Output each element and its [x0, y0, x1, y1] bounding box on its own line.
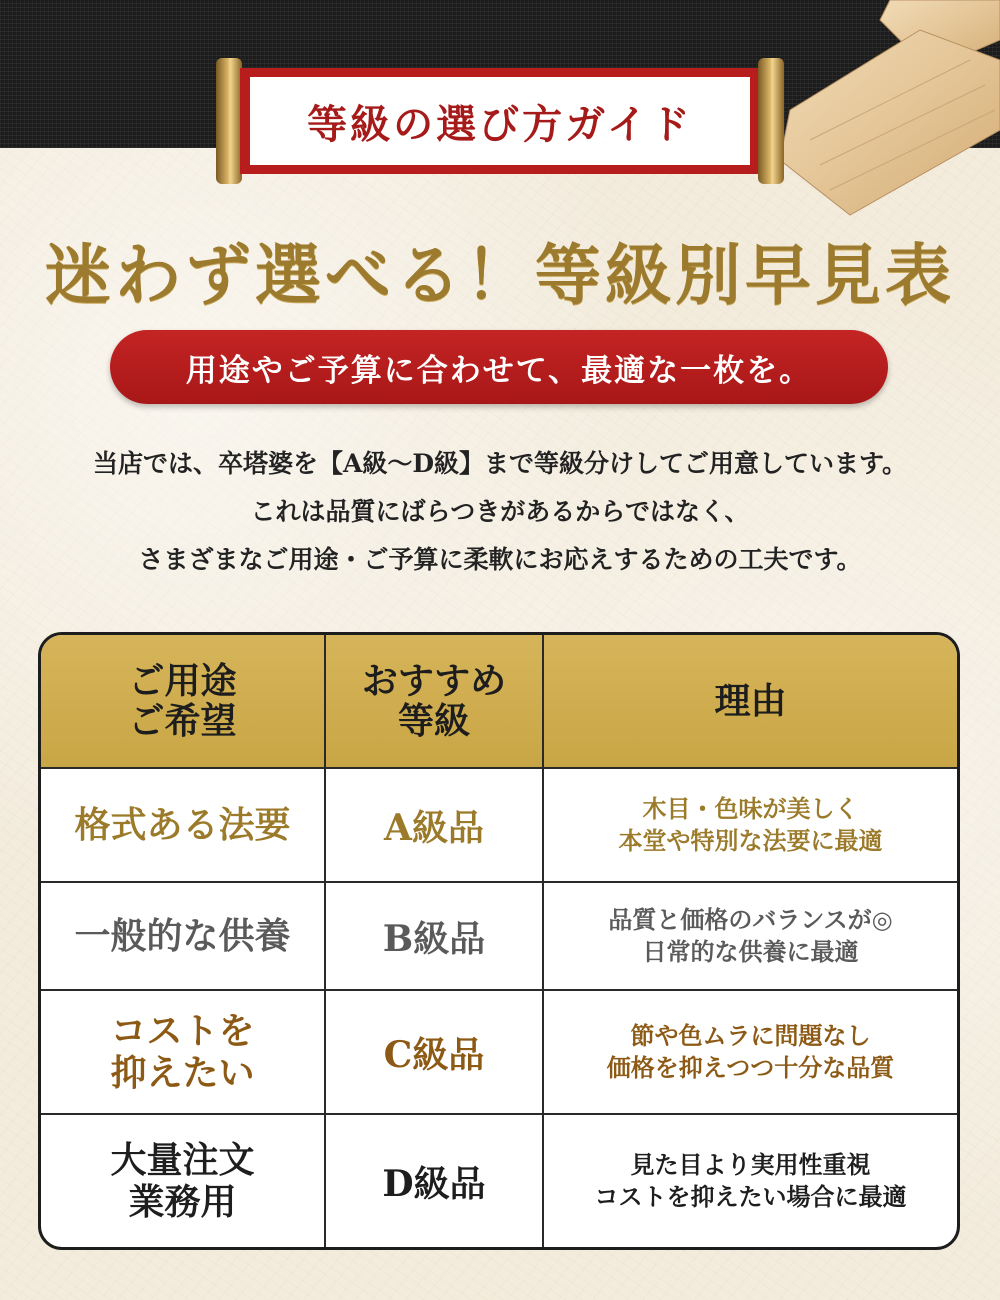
reason-line: 節や色ムラに問題なし: [630, 1021, 871, 1050]
scroll-inner: [250, 77, 750, 165]
table-cell-use: [41, 883, 326, 991]
header-line: ご希望: [128, 700, 237, 742]
table-cell-reason: [544, 883, 957, 991]
wood-planks-decoration: [770, 0, 1000, 220]
scroll-banner: [216, 58, 784, 184]
header-line: おすすめ: [361, 660, 507, 702]
intro-paragraph: [0, 440, 1000, 584]
table-cell-reason: [544, 769, 957, 883]
subtitle-pill: [110, 330, 888, 404]
table-cell-grade: A級品: [326, 769, 544, 883]
table-cell-grade: C級品: [326, 991, 544, 1115]
header-line: 等級: [397, 700, 470, 742]
use-line: 大量注文: [110, 1139, 255, 1181]
reason-line: コストを抑えたい場合に最適: [594, 1182, 907, 1211]
header-line: 理由: [714, 680, 787, 722]
table-cell-use: [41, 991, 326, 1115]
banner-title: 等級の選び方ガイド: [307, 100, 693, 148]
use-line: 一般的な供養: [74, 915, 291, 957]
reason-line: 価格を抑えつつ十分な品質: [606, 1053, 895, 1082]
header-line: ご用途: [128, 660, 237, 702]
table-header-grade: [326, 635, 544, 769]
scroll-paper: [240, 68, 760, 174]
table-cell-use: [41, 769, 326, 883]
reason-line: 木目・色味が美しく: [642, 794, 859, 823]
table-cell-reason: [544, 991, 957, 1115]
reason-line: 日常的な供養に最適: [642, 937, 859, 966]
use-line: 抑えたい: [110, 1052, 255, 1094]
table-header-reason: [544, 635, 957, 769]
scroll-rod-left: [216, 58, 242, 184]
table-header-use: [41, 635, 326, 769]
subtitle-pill-text: 用途やご予算に合わせて、最適な一枚を。: [185, 352, 813, 389]
table-cell-grade: B級品: [326, 883, 544, 991]
reason-line: 本堂や特別な法要に最適: [618, 826, 883, 855]
reason-line: 見た目より実用性重視: [630, 1150, 871, 1179]
scroll-rod-right: [758, 58, 784, 184]
table-cell-grade: D級品: [326, 1115, 544, 1247]
use-line: コストを: [110, 1010, 255, 1052]
intro-line: 当店では、卒塔婆を【A級〜D級】まで等級分けしてご用意しています。: [92, 449, 908, 478]
grade-table: [38, 632, 960, 1250]
reason-line: 品質と価格のバランスが◎: [608, 905, 893, 934]
main-heading: 迷わず選べる！等級別早見表: [45, 236, 955, 314]
use-line: 格式ある法要: [74, 804, 291, 846]
table-cell-reason: [544, 1115, 957, 1247]
intro-line: これは品質にばらつきがあるからではなく、: [250, 497, 750, 526]
use-line: 業務用: [128, 1181, 237, 1223]
intro-line: さまざまなご用途・ご予算に柔軟にお応えするための工夫です。: [138, 545, 862, 574]
table-cell-use: [41, 1115, 326, 1247]
